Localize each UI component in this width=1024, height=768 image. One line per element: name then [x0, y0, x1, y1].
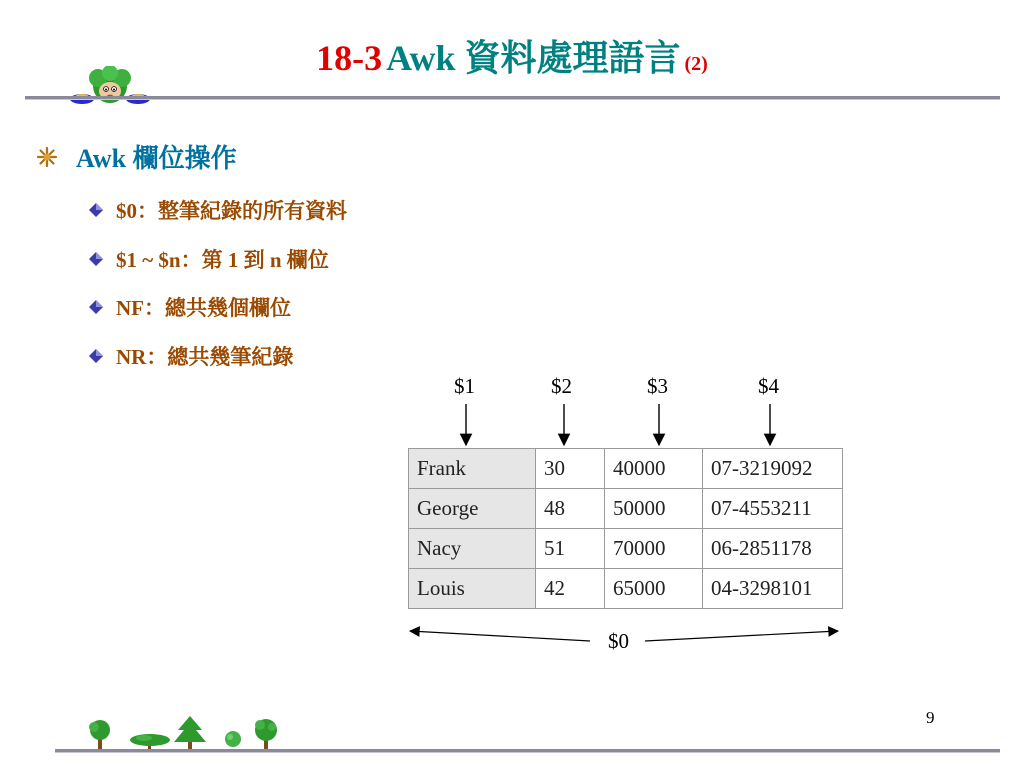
field-label-1: $1 [454, 374, 475, 398]
table-row [409, 489, 843, 529]
field-label-2: $2 [551, 374, 572, 398]
title-number: 18-3 [316, 38, 383, 78]
table-cell: Frank [409, 449, 536, 489]
table-cell: 40000 [605, 449, 703, 489]
table-cell: 48 [536, 489, 605, 529]
table-cell: 30 [536, 449, 605, 489]
table-cell: 42 [536, 569, 605, 609]
bullet-main-text: Awk 欄位操作 [76, 144, 237, 173]
arrow-record-left [410, 631, 590, 641]
table-cell: Louis [409, 569, 536, 609]
trees-decoration-icon [82, 714, 312, 754]
sub-bullet-text: NR：總共幾筆紀錄 [116, 345, 294, 369]
table-cell: 50000 [605, 489, 703, 529]
sub-bullet-text: $0：整筆紀錄的所有資料 [116, 199, 347, 223]
table-cell: Nacy [409, 529, 536, 569]
sub-bullet-text: $1 ~ $n：第 1 到 n 欄位 [116, 248, 329, 272]
title-suffix: (2) [684, 53, 708, 75]
table-cell: 70000 [605, 529, 703, 569]
table-cell: 65000 [605, 569, 703, 609]
record-table [408, 448, 843, 609]
field-label-3: $3 [647, 374, 668, 398]
page-number: 9 [926, 708, 935, 727]
table-cell: 07-4553211 [703, 489, 843, 529]
table-cell: George [409, 489, 536, 529]
sub-bullet-text: NF：總共幾個欄位 [116, 296, 291, 320]
table-cell: 04-3298101 [703, 569, 843, 609]
field-label-4: $4 [758, 374, 779, 398]
table-cell: 07-3219092 [703, 449, 843, 489]
arrow-record-right [645, 631, 838, 641]
table-row [409, 529, 843, 569]
record-label: $0 [604, 629, 633, 654]
title-text: Awk 資料處理語言 [386, 38, 681, 78]
table-cell: 51 [536, 529, 605, 569]
table-row [409, 449, 843, 489]
table-cell: 06-2851178 [703, 529, 843, 569]
footer-rule [55, 749, 1000, 753]
table-row [409, 569, 843, 609]
